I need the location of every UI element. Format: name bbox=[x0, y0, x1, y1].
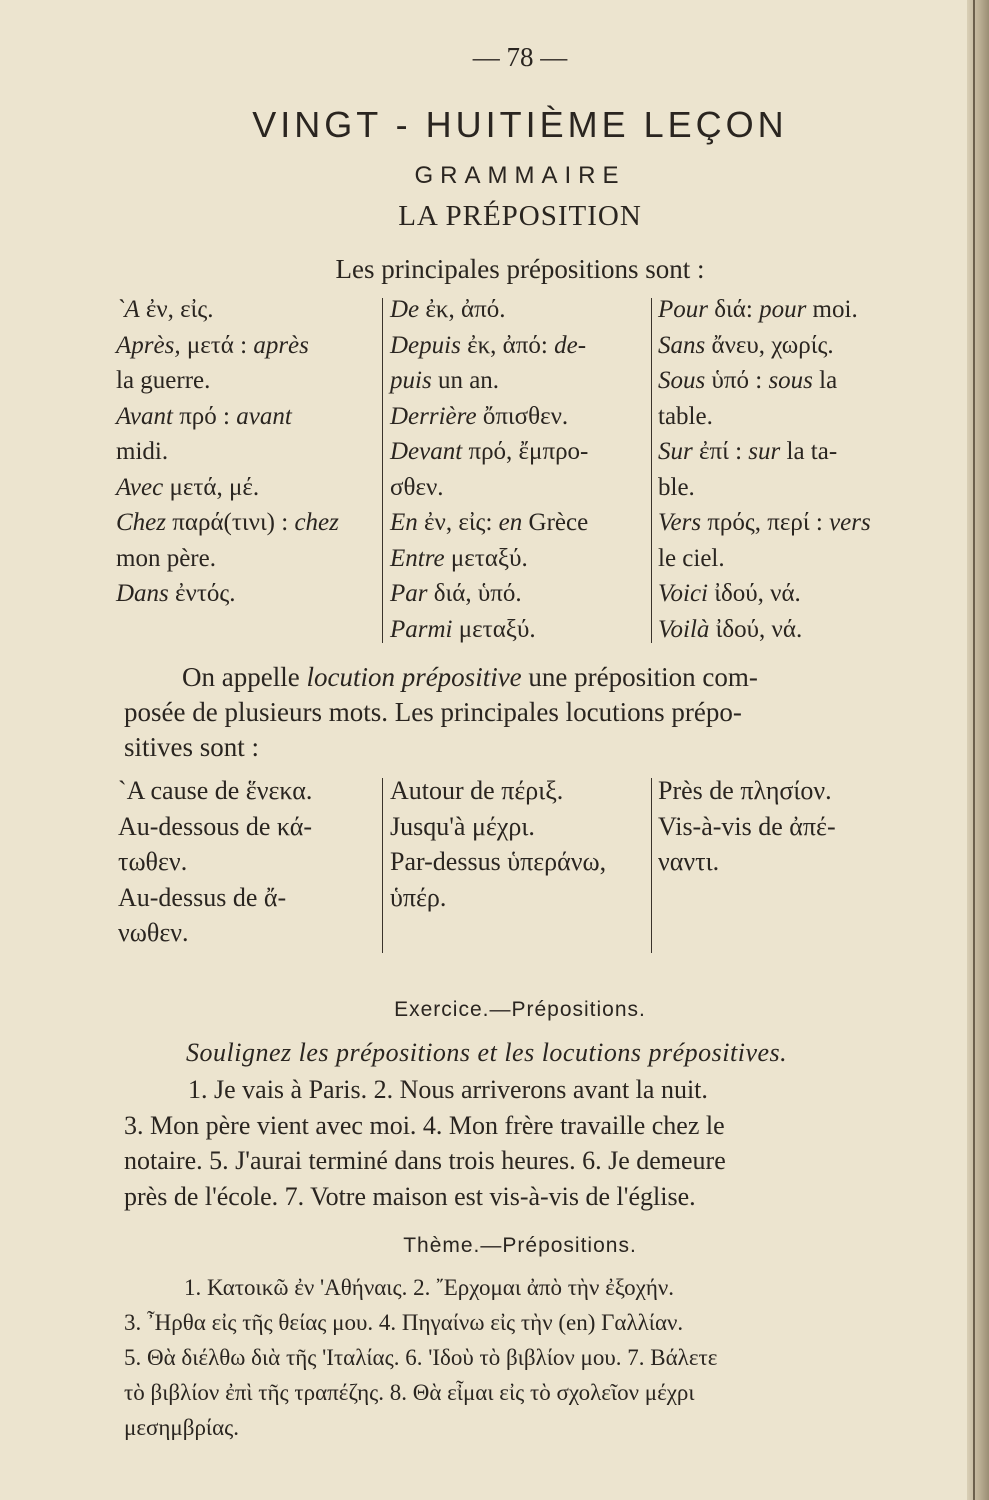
greek-term: ἐκ, ἀπό: bbox=[460, 331, 555, 359]
french-term: Sur bbox=[658, 438, 693, 465]
locution-column-1 bbox=[118, 773, 376, 951]
greek-term: ἐν, εἰς: bbox=[417, 509, 499, 536]
greek-term: διά: bbox=[708, 296, 760, 323]
french-term: Voilà bbox=[658, 615, 710, 643]
greek-term: ἐκ, ἀπό. bbox=[419, 296, 506, 323]
locution-line: Vis-à-vis de ἀπέ- bbox=[658, 811, 836, 841]
preposition-line bbox=[390, 541, 645, 577]
french-example: pour bbox=[759, 296, 807, 323]
french-example: avant bbox=[236, 402, 292, 430]
para-text: On appelle bbox=[182, 662, 307, 692]
locution-line: Par-dessus ὑπεράνω, bbox=[390, 847, 607, 876]
preposition-line bbox=[390, 292, 645, 328]
theme-line: 1. Κατοικῶ ἐν 'Αθήναις. 2. ῎Ερχομαι ἀπὸ τὴν ἐξοχήν. bbox=[184, 1275, 675, 1300]
preposition-line bbox=[390, 612, 645, 648]
preposition-line bbox=[658, 505, 913, 541]
example-text: moi. bbox=[806, 296, 858, 323]
french-example: chez bbox=[294, 509, 339, 536]
theme-text bbox=[124, 1270, 914, 1445]
locution-line: Jusqu'à μέχρι. bbox=[390, 811, 535, 841]
preposition-line bbox=[658, 434, 913, 470]
example-text: table. bbox=[658, 402, 713, 430]
preposition-line bbox=[658, 328, 913, 364]
preposition-line bbox=[658, 576, 913, 612]
example-text: Grèce bbox=[522, 509, 589, 536]
french-example: sur bbox=[748, 438, 781, 465]
french-example: vers bbox=[829, 509, 871, 536]
french-example: en bbox=[498, 509, 523, 536]
exercise-line: notaire. 5. J'aurai terminé dans trois heures. 6. Je demeure bbox=[124, 1146, 726, 1175]
preposition-line bbox=[116, 541, 374, 577]
french-term: Vers bbox=[658, 509, 702, 536]
french-term: De bbox=[390, 296, 420, 323]
french-term: Entre bbox=[390, 544, 445, 572]
preposition-column-2 bbox=[390, 292, 645, 647]
example-text: la bbox=[812, 367, 838, 394]
preposition-line bbox=[658, 292, 913, 328]
lesson-title: VINGT - HUITIÈME LEÇON bbox=[252, 104, 788, 145]
para-line: posée de plusieurs mots. Les principales locutions prépo- bbox=[124, 697, 742, 727]
preposition-line bbox=[390, 505, 645, 541]
french-term: Avec bbox=[116, 473, 164, 501]
greek-term: πρό, ἔμπρο- bbox=[462, 438, 589, 465]
preposition-line bbox=[390, 576, 645, 612]
greek-term: μεταξύ. bbox=[444, 544, 528, 572]
greek-term: ἰδού, νά. bbox=[709, 615, 803, 643]
locution-line: Autour de πέριξ. bbox=[390, 776, 564, 805]
french-term: Pour bbox=[658, 296, 708, 323]
greek-term: σθεν. bbox=[390, 473, 444, 501]
section-title: GRAMMAIRE bbox=[414, 162, 626, 189]
example-text: la guerre. bbox=[116, 367, 211, 394]
french-term: Dans bbox=[116, 580, 169, 607]
column-divider bbox=[651, 298, 652, 643]
locution-line: Au-dessus de ἄ- bbox=[118, 882, 287, 912]
preposition-line bbox=[658, 399, 913, 435]
exercise-line: près de l'école. 7. Votre maison est vis-à-vis de l'église. bbox=[124, 1181, 696, 1211]
example-text: le ciel. bbox=[658, 544, 725, 572]
theme-line: μεσημβρίας. bbox=[124, 1415, 240, 1440]
locution-line: ὑπέρ. bbox=[390, 882, 447, 912]
locution-line: τωθεν. bbox=[118, 847, 188, 876]
greek-term: ὑπό : bbox=[705, 367, 769, 394]
preposition-line bbox=[390, 363, 645, 399]
preposition-line bbox=[116, 292, 374, 328]
greek-term: μετά : bbox=[180, 331, 254, 359]
page-number: — 78 — bbox=[472, 42, 568, 72]
column-divider bbox=[382, 298, 383, 643]
example-text: midi. bbox=[116, 438, 169, 465]
theme-line: 5. Θὰ διέλθω διὰ τῆς 'Ιταλίας. 6. 'Ιδοὺ τὸ βιβλίον μου. 7. Βάλετε bbox=[124, 1345, 718, 1370]
preposition-line bbox=[658, 612, 913, 648]
locution-line: ναντι. bbox=[658, 847, 720, 876]
greek-term: μεταξύ. bbox=[452, 615, 536, 643]
preposition-line bbox=[116, 434, 374, 470]
preposition-line bbox=[116, 576, 374, 612]
french-term: En bbox=[390, 509, 418, 536]
preposition-line bbox=[658, 363, 913, 399]
greek-term: ἐντός. bbox=[168, 580, 236, 607]
french-term: Après, bbox=[116, 331, 181, 359]
french-term: `A bbox=[116, 296, 140, 323]
french-term: Voici bbox=[658, 580, 708, 607]
locution-line: Au-dessous de κά- bbox=[118, 811, 313, 841]
french-example: de- bbox=[554, 331, 587, 359]
column-divider bbox=[651, 778, 652, 953]
greek-term: μετά, μέ. bbox=[163, 473, 260, 501]
exercise-line: 3. Mon père vient avec moi. 4. Mon frère travaille chez le bbox=[124, 1110, 725, 1140]
preposition-column-3 bbox=[658, 292, 913, 647]
french-term: Devant bbox=[390, 438, 463, 465]
preposition-line bbox=[390, 328, 645, 364]
locution-line: νωθεν. bbox=[118, 918, 189, 947]
greek-term: διά, ὑπό. bbox=[427, 580, 522, 607]
french-example: sous bbox=[768, 367, 813, 394]
preposition-line bbox=[390, 434, 645, 470]
french-term: Sans bbox=[658, 331, 706, 359]
exercise-line: 1. Je vais à Paris. 2. Nous arriverons avant la nuit. bbox=[188, 1075, 708, 1104]
exercise-text bbox=[124, 1072, 912, 1214]
exercise-instruction: Soulignez les prépositions et les locutions prépositives. bbox=[186, 1038, 788, 1067]
locution-paragraph bbox=[124, 660, 912, 765]
greek-term: πρό : bbox=[172, 402, 237, 430]
exercise-title: Exercice.—Prépositions. bbox=[394, 998, 646, 1021]
french-term: Chez bbox=[116, 509, 166, 536]
greek-term: ὄπισθεν. bbox=[476, 402, 569, 430]
french-term: Par bbox=[390, 580, 428, 607]
intro-text: Les principales prépositions sont : bbox=[335, 254, 705, 284]
example-text: un an. bbox=[431, 367, 500, 394]
greek-term: πρός, περί : bbox=[701, 509, 830, 536]
para-line: sitives sont : bbox=[124, 732, 260, 762]
preposition-line bbox=[116, 470, 374, 506]
french-term: Avant bbox=[116, 402, 173, 430]
para-line bbox=[124, 660, 912, 695]
preposition-line bbox=[116, 328, 374, 364]
greek-term: ἐπί : bbox=[692, 438, 749, 465]
french-term: Derrière bbox=[390, 402, 477, 430]
preposition-column-1 bbox=[116, 292, 374, 612]
french-term: Depuis bbox=[390, 331, 461, 359]
french-term: Sous bbox=[658, 367, 706, 394]
french-example: après bbox=[253, 331, 309, 359]
locution-line: Près de πλησίον. bbox=[658, 776, 832, 805]
locution-column-3 bbox=[658, 773, 913, 880]
preposition-line bbox=[390, 399, 645, 435]
greek-term: ἄνευ, χωρίς. bbox=[705, 331, 834, 359]
preposition-line bbox=[658, 470, 913, 506]
greek-term: παρά(τινι) : bbox=[166, 509, 295, 536]
preposition-line bbox=[116, 399, 374, 435]
example-text: ble. bbox=[658, 473, 695, 501]
theme-line: τὸ βιβλίον ἐπὶ τῆς τραπέζης. 8. Θὰ εἶμαι εἰς τὸ σχολεῖον μέχρι bbox=[124, 1380, 695, 1405]
french-term: Parmi bbox=[390, 615, 453, 643]
preposition-line bbox=[390, 470, 645, 506]
locution-line: `A cause de ἕνεκα. bbox=[118, 776, 313, 805]
preposition-line bbox=[116, 505, 374, 541]
greek-term: ἰδού, νά. bbox=[708, 580, 801, 607]
preposition-line bbox=[116, 363, 374, 399]
para-text: une préposition com- bbox=[521, 662, 758, 692]
column-divider bbox=[382, 778, 383, 953]
french-example: puis bbox=[390, 367, 432, 394]
subsection-title: LA PRÉPOSITION bbox=[398, 200, 642, 232]
theme-line: 3. ῏Ηρθα εἰς τῆς θείας μου. 4. Πηγαίνω εἰς τὴν (en) Γαλλίαν. bbox=[124, 1310, 684, 1335]
preposition-line bbox=[658, 541, 913, 577]
para-emphasis: locution prépositive bbox=[306, 662, 522, 692]
locution-column-2 bbox=[390, 773, 645, 915]
example-text: mon père. bbox=[116, 544, 216, 572]
example-text: la ta- bbox=[780, 438, 838, 465]
theme-title: Thème.—Prépositions. bbox=[403, 1234, 637, 1257]
greek-term: ἐν, εἰς. bbox=[139, 296, 214, 323]
